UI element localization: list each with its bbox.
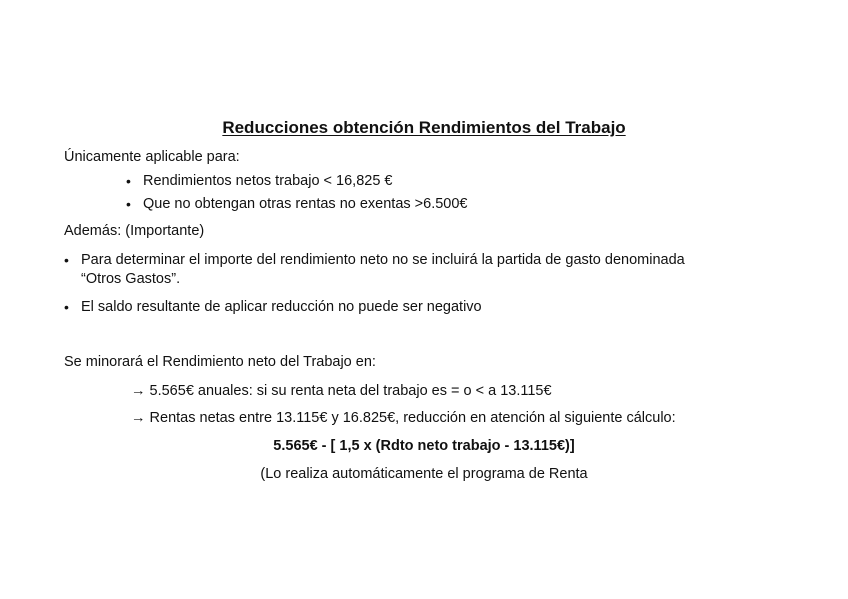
bullet-marker: • xyxy=(126,196,131,212)
rule-item: → Rentas netas entre 13.115€ y 16.825€, reducción en atención al siguiente cálculo: xyxy=(131,410,676,426)
bullet-marker: • xyxy=(64,252,69,268)
bullet-marker: • xyxy=(126,173,131,189)
formula: 5.565€ - [ 1,5 x (Rdto neto trabajo - 13.115€)] xyxy=(273,438,575,454)
note-item-continuation: “Otros Gastos”. xyxy=(81,271,181,287)
note-item: Para determinar el importe del rendimiento neto no se incluirá la partida de gasto denominada xyxy=(81,252,685,268)
rule-item: → 5.565€ anuales: si su renta neta del trabajo es = o < a 13.115€ xyxy=(131,383,552,399)
condition-item: Que no obtengan otras rentas no exentas >6.500€ xyxy=(143,196,468,212)
additional-label: Además: (Importante) xyxy=(64,223,205,239)
bullet-marker: • xyxy=(64,299,69,315)
footnote: (Lo realiza automáticamente el programa de Renta xyxy=(260,466,588,482)
intro-text: Únicamente aplicable para: xyxy=(64,149,240,165)
reduction-intro: Se minorará el Rendimiento neto del Trabajo en: xyxy=(64,354,376,370)
condition-item: Rendimientos netos trabajo < 16,825 € xyxy=(143,173,393,189)
note-item: El saldo resultante de aplicar reducción no puede ser negativo xyxy=(81,299,482,315)
document-title: Reducciones obtención Rendimientos del Trabajo xyxy=(222,118,626,137)
